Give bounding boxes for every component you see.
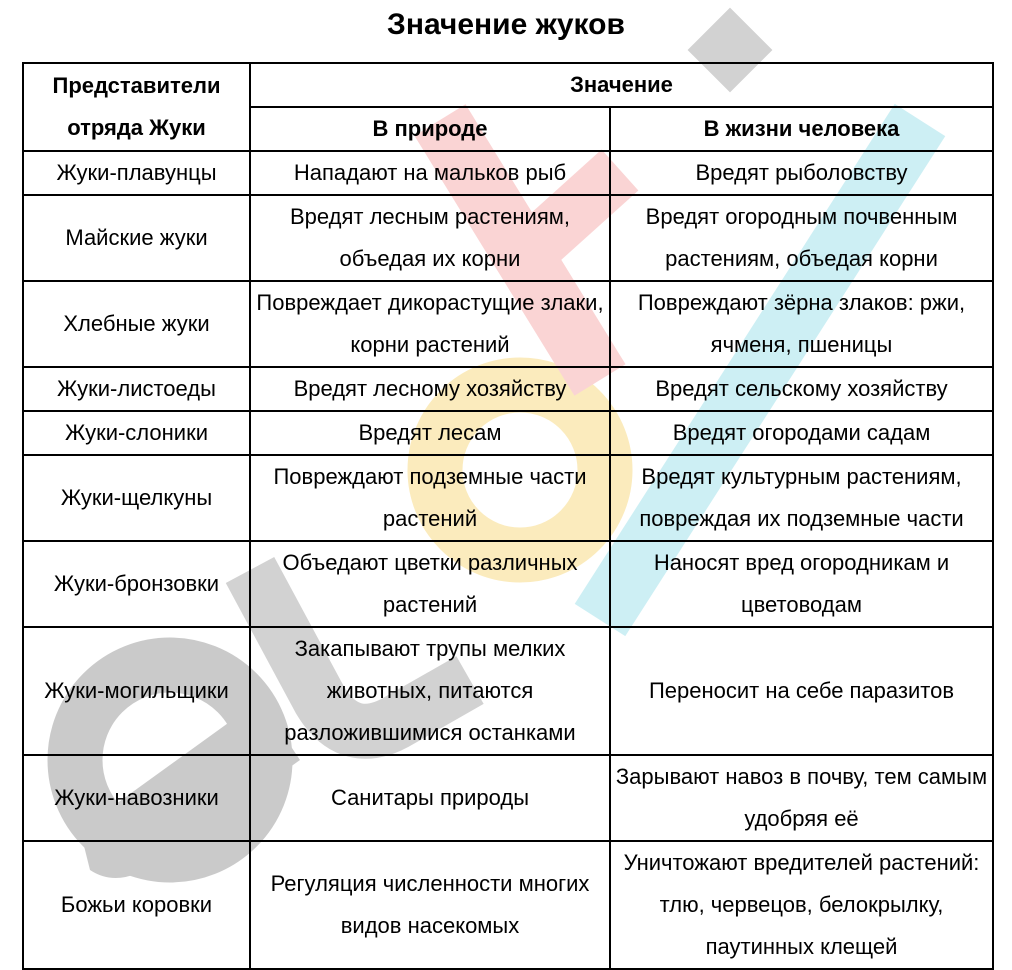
nature-cell: Вредят лесам	[250, 411, 610, 455]
table-row	[23, 755, 993, 841]
human-cell: Наносят вред огородникам и цветоводам	[610, 541, 993, 627]
nature-cell: Повреждает дикорастущие злаки, корни растений	[250, 281, 610, 367]
human-cell: Повреждают зёрна злаков: ржи, ячменя, пшеницы	[610, 281, 993, 367]
table-row	[23, 195, 993, 281]
human-cell: Переносит на себе паразитов	[610, 627, 993, 755]
beetle-name: Жуки-щелкуны	[23, 455, 250, 541]
table-row	[23, 455, 993, 541]
beetle-name: Жуки-листоеды	[23, 367, 250, 411]
header-in-human-life: В жизни человека	[610, 107, 993, 151]
human-cell: Вредят культурным растениям, повреждая их подземные части	[610, 455, 993, 541]
page-title: Значение жуков	[387, 8, 625, 41]
human-cell: Вредят сельскому хозяйству	[610, 367, 993, 411]
beetle-name: Хлебные жуки	[23, 281, 250, 367]
beetle-name: Жуки-навозники	[23, 755, 250, 841]
human-cell: Вредят огородным почвенным растениям, объедая корни	[610, 195, 993, 281]
nature-cell: Вредят лесным растениям, объедая их корни	[250, 195, 610, 281]
header-significance: Значение	[250, 63, 993, 107]
nature-cell: Нападают на мальков рыб	[250, 151, 610, 195]
beetle-name: Жуки-слоники	[23, 411, 250, 455]
table-row	[23, 411, 993, 455]
nature-cell: Вредят лесному хозяйству	[250, 367, 610, 411]
table-row	[23, 541, 993, 627]
human-cell: Уничтожают вредителей растений: тлю, червецов, белокрылку, паутинных клещей	[610, 841, 993, 969]
nature-cell: Санитары природы	[250, 755, 610, 841]
table-row	[23, 627, 993, 755]
table-row	[23, 281, 993, 367]
header-in-nature: В природе	[250, 107, 610, 151]
nature-cell: Объедают цветки различных растений	[250, 541, 610, 627]
table-row	[23, 841, 993, 969]
nature-cell: Повреждают подземные части растений	[250, 455, 610, 541]
nature-cell: Регуляция численности многих видов насекомых	[250, 841, 610, 969]
beetle-name: Майские жуки	[23, 195, 250, 281]
beetle-name: Жуки-могильщики	[23, 627, 250, 755]
human-cell: Вредят огородами садам	[610, 411, 993, 455]
beetle-name: Божьи коровки	[23, 841, 250, 969]
table-row	[23, 367, 993, 411]
nature-cell: Закапывают трупы мелких животных, питаются разложившимися останками	[250, 627, 610, 755]
beetles-table	[22, 62, 994, 970]
beetle-name: Жуки-бронзовки	[23, 541, 250, 627]
table-row	[23, 151, 993, 195]
human-cell: Зарывают навоз в почву, тем самым удобряя её	[610, 755, 993, 841]
header-representatives: Представители отряда Жуки	[23, 63, 250, 151]
human-cell: Вредят рыболовству	[610, 151, 993, 195]
beetle-name: Жуки-плавунцы	[23, 151, 250, 195]
